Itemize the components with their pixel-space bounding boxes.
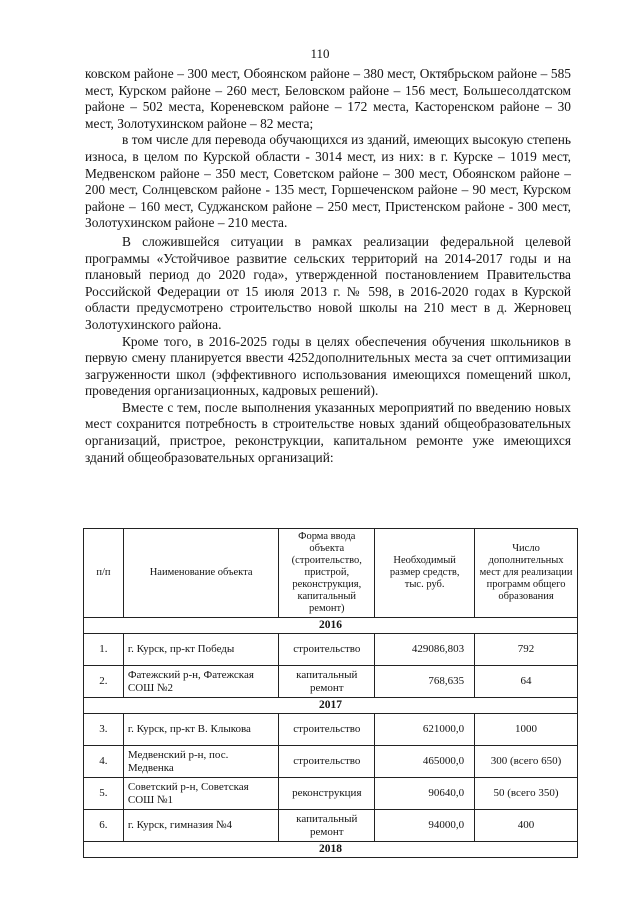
- row-num: 1.: [84, 634, 124, 666]
- table-row: [84, 778, 578, 810]
- row-places: 1000: [475, 714, 578, 746]
- row-form: капитальный ремонт: [279, 666, 375, 698]
- row-form: строительство: [279, 714, 375, 746]
- row-name: г. Курск, пр-кт Победы: [123, 634, 279, 666]
- table-row: [84, 810, 578, 842]
- table-row: [84, 714, 578, 746]
- row-cost: 465000,0: [375, 746, 475, 778]
- row-places: 50 (всего 350): [475, 778, 578, 810]
- header-name: Наименование объекта: [123, 529, 279, 618]
- objects-table: [83, 528, 578, 858]
- row-cost: 768,635: [375, 666, 475, 698]
- row-name: Советский р-н, Советская СОШ №1: [123, 778, 279, 810]
- row-cost: 429086,803: [375, 634, 475, 666]
- table-row: [84, 666, 578, 698]
- row-num: 3.: [84, 714, 124, 746]
- table-header-row: [84, 529, 578, 618]
- row-form: строительство: [279, 746, 375, 778]
- page-number: 110: [310, 46, 330, 61]
- row-cost: 90640,0: [375, 778, 475, 810]
- year-label: 2016: [84, 618, 578, 634]
- row-num: 2.: [84, 666, 124, 698]
- header-num: п/п: [84, 529, 124, 618]
- year-row: [84, 618, 578, 634]
- row-cost: 94000,0: [375, 810, 475, 842]
- table-row: [84, 746, 578, 778]
- year-label: 2017: [84, 698, 578, 714]
- paragraph: Кроме того, в 2016-2025 годы в целях обеспечения обучения школьников в первую смену планируется ввести 4252дополнительных места за счет оптимизации загруженности школ (эффективного использования имеющихся помещений школ, проведения организационных, кадровых решений).: [85, 333, 571, 399]
- paragraph: Вместе с тем, после выполнения указанных мероприятий по введению новых мест сохранится потребность в строительстве новых зданий общеобразовательных организаций, пристрое, реконструкции, капитальном ремонте уже имеющихся зданий общеобразовательных организаций:: [85, 399, 571, 465]
- row-name: г. Курск, гимназия №4: [123, 810, 279, 842]
- row-cost: 621000,0: [375, 714, 475, 746]
- row-name: Фатежский р-н, Фатежская СОШ №2: [123, 666, 279, 698]
- row-form: реконструкция: [279, 778, 375, 810]
- row-form: строительство: [279, 634, 375, 666]
- year-row: [84, 698, 578, 714]
- row-places: 400: [475, 810, 578, 842]
- row-num: 5.: [84, 778, 124, 810]
- row-num: 6.: [84, 810, 124, 842]
- row-num: 4.: [84, 746, 124, 778]
- paragraph: В сложившейся ситуации в рамках реализации федеральной целевой программы «Устойчивое развитие сельских территорий на 2014-2017 годы и на плановый период до 2020 года», утвержденной постановлением Правительства Российской Федерации от 15 июля 2013 г. № 598, в 2016-2020 годах в Курской области предусмотрено строительство новой школы на 210 мест в д. Жерновец Золотухинского района.: [85, 233, 571, 332]
- row-places: 792: [475, 634, 578, 666]
- table-row: [84, 634, 578, 666]
- header-form: Форма ввода объекта (строительство, пристрой, реконструкция, капитальный ремонт): [279, 529, 375, 618]
- paragraph: ковском районе – 300 мест, Обоянском районе – 380 мест, Октябрьском районе – 585 мест, Курском районе – 260 мест, Беловском районе – 156 мест, Большесолдатском районе – 502 места, Кореневском районе – 172 места, Касторенском районе – 30 мест, Золотухинском районе – 82 места;: [85, 66, 571, 131]
- row-name: Медвенский р-н, пос. Медвенка: [123, 746, 279, 778]
- row-form: капитальный ремонт: [279, 810, 375, 842]
- header-places: Число дополнительных мест для реализации программ общего образования: [475, 529, 578, 618]
- year-label: 2018: [84, 842, 578, 858]
- body-text: [85, 66, 571, 466]
- row-places: 64: [475, 666, 578, 698]
- paragraph: в том числе для перевода обучающихся из зданий, имеющих высокую степень износа, в целом по Курской области - 3014 мест, из них: в г. Курске – 1019 мест, Медвенском районе – 350 мест, Советском районе – 300 мест, Обоянском районе – 200 мест, Солнцевском районе - 135 мест, Горшеченском районе – 90 мест, Курском районе – 160 мест, Суджанском районе – 250 мест, Пристенском районе - 300 мест, Золотухинском районе – 210 места.: [85, 132, 571, 231]
- header-cost: Необходимый размер средств, тыс. руб.: [375, 529, 475, 618]
- year-row: [84, 842, 578, 858]
- row-name: г. Курск, пр-кт В. Клыкова: [123, 714, 279, 746]
- row-places: 300 (всего 650): [475, 746, 578, 778]
